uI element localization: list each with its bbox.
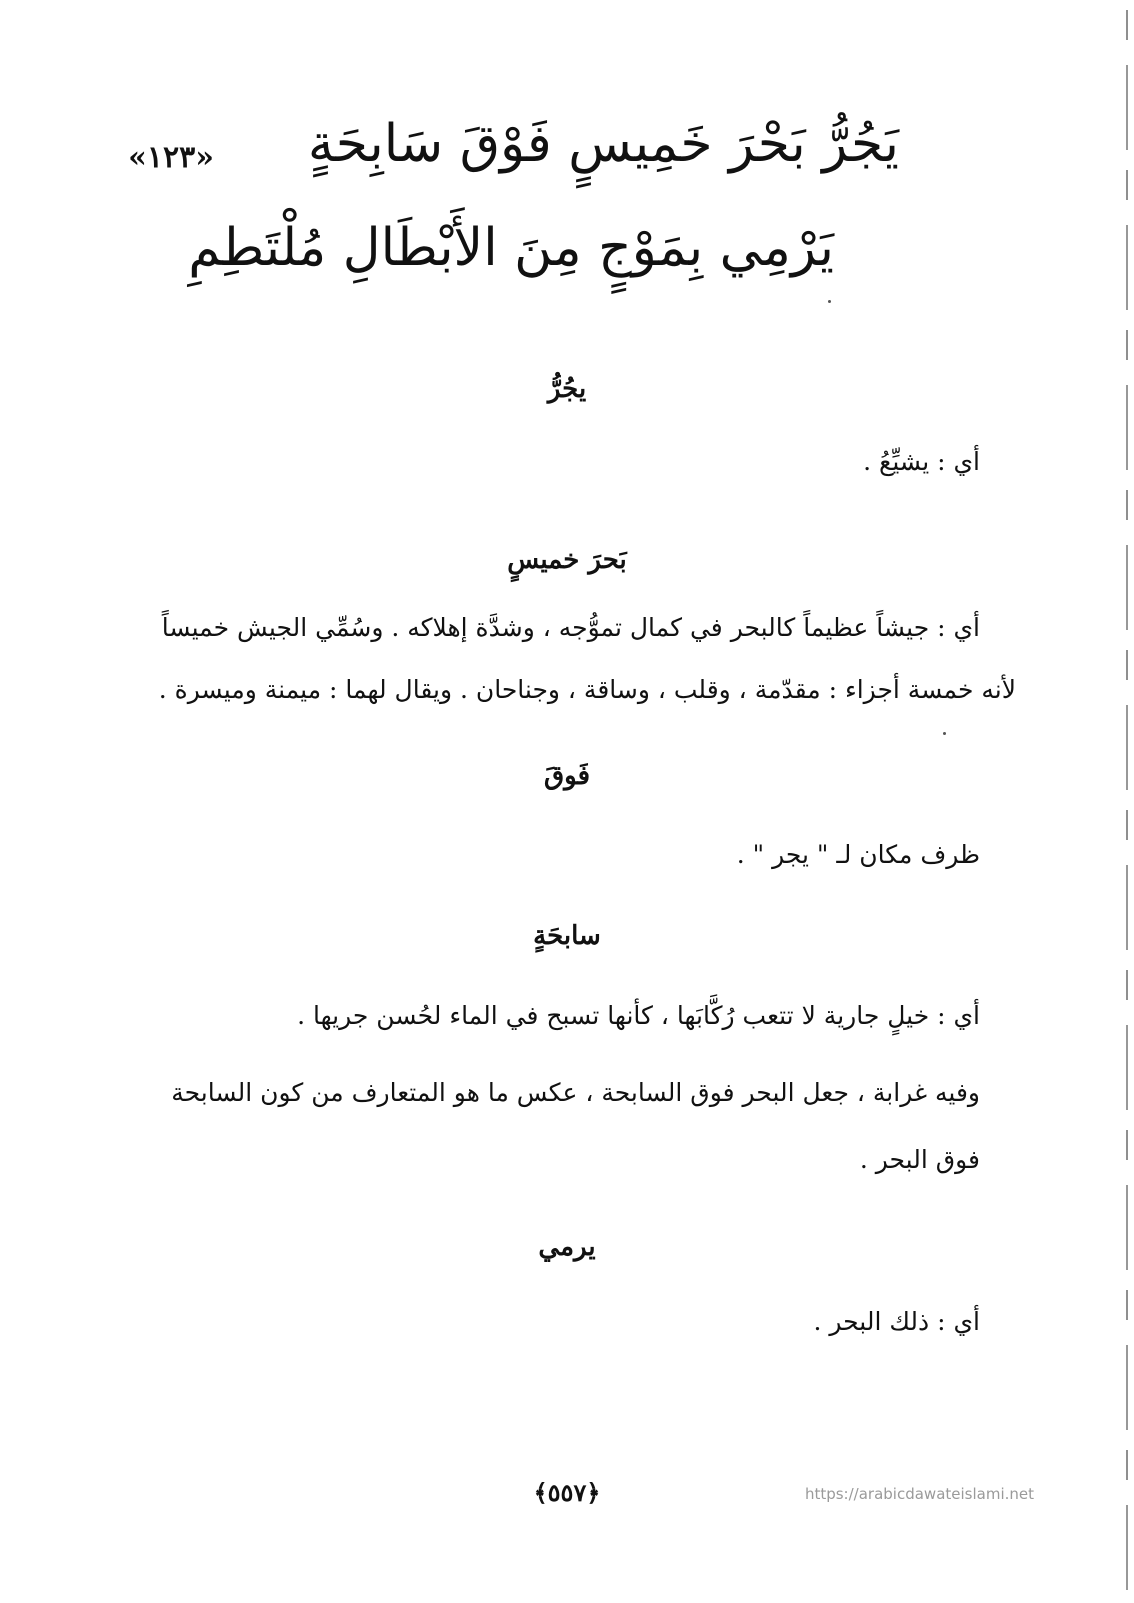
explanation-line: لأنه خمسة أجزاء : مقدّمة ، وقلب ، وساقة ، وجناحان . ويقال لهما : ميمنة وميسرة .: [158, 675, 1016, 704]
headword-sabiha: سابحَةٍ: [533, 921, 601, 951]
explanation-line: وفيه غرابة ، جعل البحر فوق السابحة ، عكس ما هو المتعارف من كون السابحة: [171, 1078, 980, 1107]
explanation-line: أي : خيلٍ جارية لا تتعب رُكَّابَها ، كأنها تسبح في الماء لحُسن جريها .: [297, 1001, 980, 1030]
headword-fawqa: فَوقَ: [543, 761, 591, 791]
headword-yajurru: يجُرُّ: [547, 374, 587, 404]
watermark-url: https://arabicdawateislami.net: [804, 1485, 1034, 1503]
verse-number: «١٢٣»: [128, 140, 214, 175]
page-number: ﴿٥٥٧﴾: [533, 1478, 601, 1507]
explanation-line: أي : يشيِّعُ .: [863, 447, 980, 476]
explanation-line: أي : جيشاً عظيماً كالبحر في كمال تموُّجه ، وشدَّة إهلاكه . وسُمِّي الجيش خميساً: [161, 613, 980, 642]
explanation-line: أي : ذلك البحر .: [813, 1307, 980, 1336]
explanation-line: ظرف مكان لـ " يجر " .: [736, 840, 980, 869]
explanation-line: فوق البحر .: [859, 1145, 980, 1174]
verse-line-2: يَرْمِي بِمَوْجٍ مِنَ الأَبْطَالِ مُلْتَطِمِ: [188, 218, 834, 278]
headword-yarmi: يرمي: [538, 1232, 596, 1262]
scan-speck: [943, 732, 946, 735]
scan-edge-line: [1126, 10, 1128, 1590]
scan-speck: [828, 300, 831, 303]
headword-bahr-khamis: بَحرَ خميسٍ: [507, 545, 627, 575]
verse-line-1: يَجُرُّ بَحْرَ خَمِيسٍ فَوْقَ سَابِحَةٍ: [307, 114, 899, 174]
